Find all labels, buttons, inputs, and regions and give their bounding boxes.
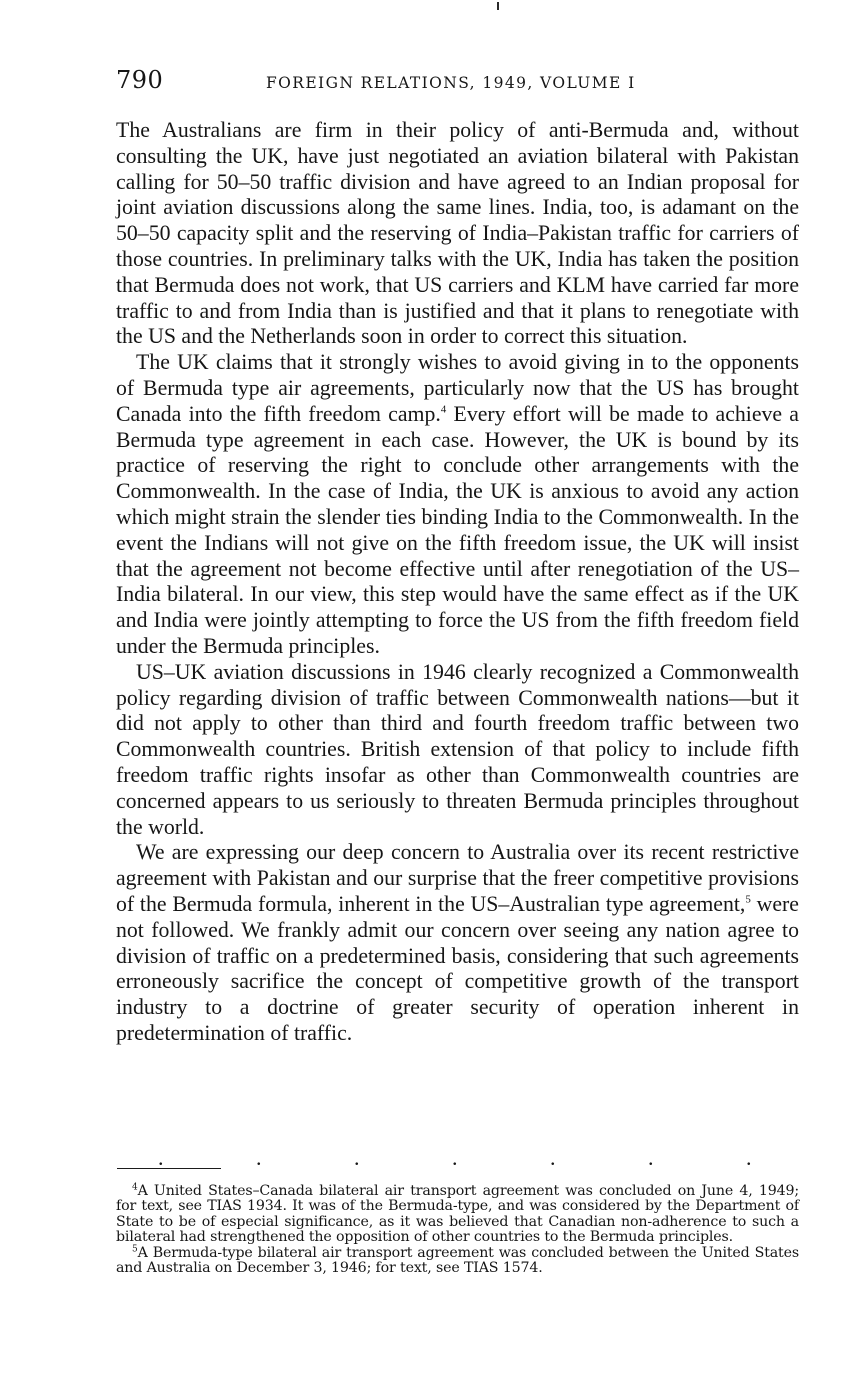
footnote-rule — [117, 1168, 221, 1169]
footnote-5 — [116, 1243, 799, 1277]
paragraph-text: We are expressing our deep concern to Australia over its recent restrictive agreement with Pakistan and our surprise that the freer competitive provisions of the Bermuda formula, inherent in the US–Australian type agreement, — [116, 840, 799, 916]
paragraph-text: Every effort will be made to achieve a Bermuda type agreement in each case. However, the UK is bound by its practice of reserving the right to conclude other arrangements with the Commonwealth. In the case of India, the UK is anxious to avoid any action which might strain the slender ties binding India to the Commonwealth. In the event the Indians will not give on the fifth freedom issue, the UK will insist that the agreement not become effective until after renegotiation of the US–India bilateral. In our view, this step would have the same effect as if the UK and India were jointly attempting to force the US from the fifth freedom field under the Bermuda principles. — [116, 401, 799, 658]
ellipsis-dot: . — [550, 1145, 556, 1170]
ellipsis-dot: . — [354, 1145, 360, 1170]
footnote-marker: 4 — [132, 1182, 138, 1193]
footnote-marker: 5 — [132, 1243, 138, 1254]
running-head: FOREIGN RELATIONS, 1949, VOLUME I — [266, 74, 636, 92]
paragraph-deep-concern — [116, 840, 799, 1046]
paragraph-text: were not followed. We frankly admit our concern over seeing any nation agree to division of traffic on a predetermined basis, considering that such agreements erroneously sacrifice the concept of competitive growth of the transport industry to a doctrine of greater security of operation inherent in predetermination of traffic. — [116, 891, 799, 1045]
scan-mark — [497, 2, 499, 10]
footnotes — [116, 1184, 799, 1276]
page-header — [116, 64, 799, 104]
body-text — [116, 118, 799, 1047]
ellipsis-dot: . — [746, 1145, 752, 1170]
footnote-text: A United States–Canada bilateral air transport agreement was concluded on June 4, 1949; for text, see TIAS 1934. It was of the Bermuda-type, and was considered by the Department of State to be of especial significance, as it was believed that Canadian non-adherence to such a bilateral had strengthened the opposition of other countries to the Bermuda principles. — [116, 1183, 799, 1246]
ellipsis-dot: . — [648, 1145, 654, 1170]
paragraph-uk-claims — [116, 350, 799, 660]
paragraph-text: The UK claims that it strongly wishes to avoid giving in to the opponents of Bermuda type air agreements, particularly now that the US has brought Canada into the fifth freedom camp. — [116, 350, 799, 426]
footnote-reference: 5 — [745, 893, 751, 906]
ellipsis-dot: . — [158, 1145, 164, 1170]
paragraph-us-uk-discussions: US–UK aviation discussions in 1946 clearly recognized a Commonwealth policy regarding division of traffic between Commonwealth nations—but it did not apply to other than third and fourth freedom traffic between two Commonwealth countries. British extension of that policy to include fifth freedom traffic rights insofar as other than Commonwealth countries are concerned appears to us seriously to threaten Bermuda principles throughout the world. — [116, 659, 799, 839]
page-number: 790 — [116, 66, 164, 94]
omission-ellipsis — [116, 1145, 799, 1170]
paragraph-australia-policy: The Australians are firm in their policy of anti-Bermuda and, without consulting the UK, have just negotiated an aviation bilateral with Pakistan calling for 50–50 traffic division and have agreed to an Indian proposal for joint aviation discussions along the same lines. India, too, is adamant on the 50–50 capacity split and the reserving of India–Pakistan traffic for carriers of those countries. In preliminary talks with the UK, India has taken the position that Bermuda does not work, that US carriers and KLM have carried far more traffic to and from India than is justified and that it plans to renegotiate with the US and the Netherlands soon in order to correct this situation. — [116, 118, 799, 349]
footnote-4 — [116, 1184, 799, 1246]
footnote-text: A Bermuda-type bilateral air transport agreement was concluded between the United States and Australia on December 3, 1946; for text, see TIAS 1574. — [116, 1244, 799, 1277]
footnote-reference: 4 — [440, 403, 447, 416]
ellipsis-dot: . — [256, 1145, 262, 1170]
ellipsis-dot: . — [452, 1145, 458, 1170]
